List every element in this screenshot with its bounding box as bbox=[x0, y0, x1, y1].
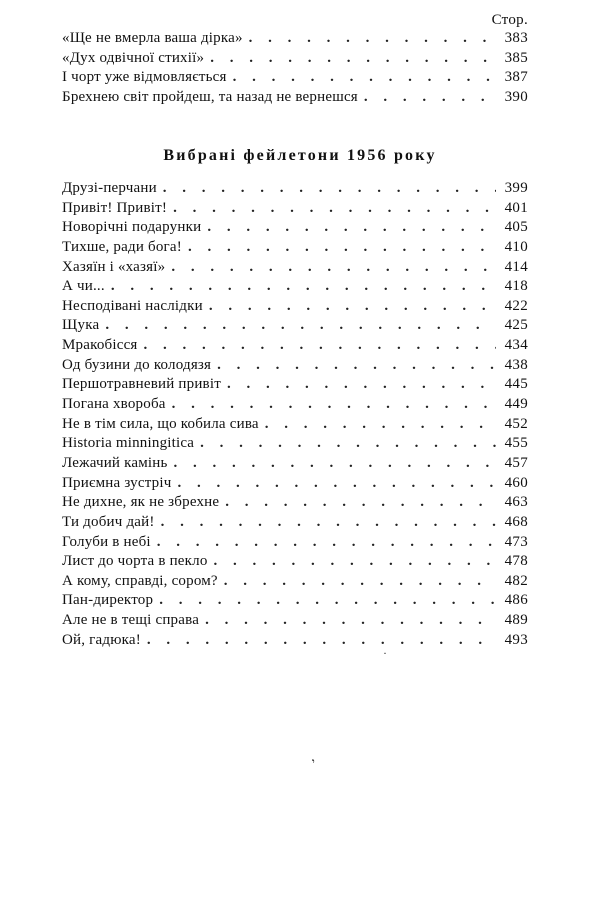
toc-entry-page: 452 bbox=[504, 415, 528, 432]
toc-entry-title: Приємна зустріч bbox=[62, 474, 172, 491]
toc-entry-page: 390 bbox=[504, 88, 528, 105]
dot-leader bbox=[147, 631, 496, 651]
toc-entry-title: І чорт уже відмовляється bbox=[62, 69, 227, 86]
toc-entry bbox=[62, 179, 528, 199]
toc-entry-title: Од бузини до колодязя bbox=[62, 356, 212, 373]
toc-entry-title: Тихше, ради бога! bbox=[62, 238, 182, 255]
toc-entry-title: Новорічні подарунки bbox=[62, 219, 202, 236]
toc-entry bbox=[62, 336, 528, 356]
toc-entry bbox=[62, 277, 528, 297]
dot-leader bbox=[224, 572, 496, 592]
toc-entry-title: Щука bbox=[62, 317, 100, 334]
toc-entry-title: Ти добич дай! bbox=[62, 513, 155, 530]
toc-entry-title: А чи... bbox=[62, 278, 105, 295]
toc-entry-title: Ой, гадюка! bbox=[62, 631, 141, 648]
toc-entry bbox=[62, 474, 528, 494]
toc-entry-page: 410 bbox=[504, 238, 528, 255]
toc-entry-page: 438 bbox=[504, 356, 528, 373]
toc-entry-page: 445 bbox=[504, 376, 528, 393]
dot-leader bbox=[105, 316, 496, 336]
dot-leader bbox=[163, 179, 496, 199]
toc-entry-title: Лист до чорта в пекло bbox=[62, 553, 208, 570]
toc-entry-title: Мракобісся bbox=[62, 337, 138, 354]
toc-entry-title: Не дихне, як не збрехне bbox=[62, 494, 220, 511]
toc-entry-title: Пан-директор bbox=[62, 592, 154, 609]
dot-leader bbox=[209, 297, 496, 317]
dot-leader bbox=[217, 356, 496, 376]
toc-entry-title: Першотравневий привіт bbox=[62, 376, 221, 393]
toc-entry bbox=[62, 316, 528, 336]
toc-entry bbox=[62, 631, 528, 651]
dot-leader bbox=[188, 238, 496, 258]
toc-entry bbox=[62, 29, 528, 49]
dot-leader bbox=[200, 434, 496, 454]
dot-leader bbox=[159, 591, 496, 611]
toc-entry bbox=[62, 552, 528, 572]
dot-leader bbox=[177, 474, 496, 494]
dot-leader bbox=[172, 395, 496, 415]
toc-entry bbox=[62, 258, 528, 278]
section-heading: Вибрані фейлетони 1956 року bbox=[163, 147, 437, 164]
toc-entry-title: Погана хвороба bbox=[62, 396, 166, 413]
dot-leader bbox=[214, 552, 496, 572]
page-column-label: Стор. bbox=[491, 12, 528, 28]
toc-entry bbox=[62, 434, 528, 454]
toc-entry-title: Але не в тещі справа bbox=[62, 612, 200, 629]
dot-leader bbox=[111, 277, 496, 297]
toc-entry-title: Лежачий камінь bbox=[62, 454, 168, 471]
toc-entry bbox=[62, 68, 528, 88]
toc-entry-page: 455 bbox=[504, 435, 528, 452]
toc-entry-page: 399 bbox=[504, 180, 528, 196]
toc-entry bbox=[62, 454, 528, 474]
toc-entry-page: 457 bbox=[504, 454, 528, 471]
toc-entry-title: «Дух одвічної стихії» bbox=[62, 49, 205, 66]
toc-entry-page: 449 bbox=[504, 396, 528, 413]
toc-entry-page: 387 bbox=[504, 69, 528, 86]
dot-leader bbox=[265, 415, 496, 435]
toc-entry-page: 460 bbox=[504, 474, 528, 491]
print-speck: , bbox=[306, 750, 317, 765]
toc-entry bbox=[62, 572, 528, 592]
toc-entry-page: 482 bbox=[504, 572, 528, 589]
toc-entry bbox=[62, 533, 528, 553]
dot-leader bbox=[364, 88, 496, 108]
toc-entry bbox=[62, 493, 528, 513]
toc-entry-page: 418 bbox=[504, 278, 528, 295]
toc-entry-page: 385 bbox=[504, 49, 528, 66]
toc-entry-title: Несподівані наслідки bbox=[62, 297, 203, 314]
dot-leader bbox=[233, 68, 496, 88]
toc-entry-page: 463 bbox=[504, 494, 528, 511]
toc-entry-page: 478 bbox=[504, 553, 528, 570]
toc-entry bbox=[62, 88, 528, 108]
toc-entry-page: 493 bbox=[504, 631, 528, 648]
dot-leader bbox=[205, 611, 496, 631]
toc-entry bbox=[62, 297, 528, 317]
toc-entry bbox=[62, 356, 528, 376]
toc-entry-title: Хазяїн і «хазяї» bbox=[62, 258, 166, 275]
toc-entry-page: 422 bbox=[504, 297, 528, 314]
toc-entry bbox=[62, 591, 528, 611]
toc-entry bbox=[62, 49, 528, 69]
toc-entry-title: Historia minningitica bbox=[62, 435, 195, 452]
toc-section-list bbox=[62, 179, 528, 650]
toc-entry bbox=[62, 375, 528, 395]
toc-entry-page: 425 bbox=[504, 317, 528, 334]
toc-entry bbox=[62, 395, 528, 415]
toc-entry-page: 489 bbox=[504, 612, 528, 629]
dot-leader bbox=[249, 29, 496, 49]
toc-entry bbox=[62, 415, 528, 435]
toc-entry bbox=[62, 611, 528, 631]
dot-leader bbox=[227, 375, 496, 395]
toc-entry-page: 405 bbox=[504, 219, 528, 236]
toc-entry-page: 414 bbox=[504, 258, 528, 275]
dot-leader bbox=[144, 336, 496, 356]
toc-entry-page: 468 bbox=[504, 513, 528, 530]
toc-entry-page: 473 bbox=[504, 533, 528, 550]
toc-entry-title: Голуби в небі bbox=[62, 533, 151, 550]
dot-leader bbox=[225, 493, 496, 513]
dot-leader bbox=[171, 258, 496, 278]
toc-entry-title: «Ще не вмерла ваша дірка» bbox=[62, 30, 243, 46]
dot-leader bbox=[157, 533, 496, 553]
toc-entry bbox=[62, 199, 528, 219]
toc-entry-title: Друзі-перчани bbox=[62, 180, 157, 196]
toc-entry-page: 401 bbox=[504, 199, 528, 216]
toc-entry bbox=[62, 238, 528, 258]
toc-entry-title: Брехнею світ пройдеш, та назад не вернешся bbox=[62, 88, 358, 105]
print-speck: · bbox=[383, 646, 387, 660]
dot-leader bbox=[161, 513, 496, 533]
toc-entry-title: Не в тім сила, що кобила сива bbox=[62, 415, 259, 432]
toc-entry-page: 383 bbox=[504, 30, 528, 46]
dot-leader bbox=[207, 218, 496, 238]
toc-continued-list bbox=[62, 29, 528, 107]
toc-entry bbox=[62, 218, 528, 238]
dot-leader bbox=[210, 49, 496, 69]
toc-entry-page: 434 bbox=[504, 337, 528, 354]
dot-leader bbox=[173, 199, 496, 219]
dot-leader bbox=[174, 454, 496, 474]
toc-entry-page: 486 bbox=[504, 592, 528, 609]
toc-entry-title: Привіт! Привіт! bbox=[62, 199, 168, 216]
toc-entry bbox=[62, 513, 528, 533]
toc-entry-title: А кому, справді, сором? bbox=[62, 572, 218, 589]
